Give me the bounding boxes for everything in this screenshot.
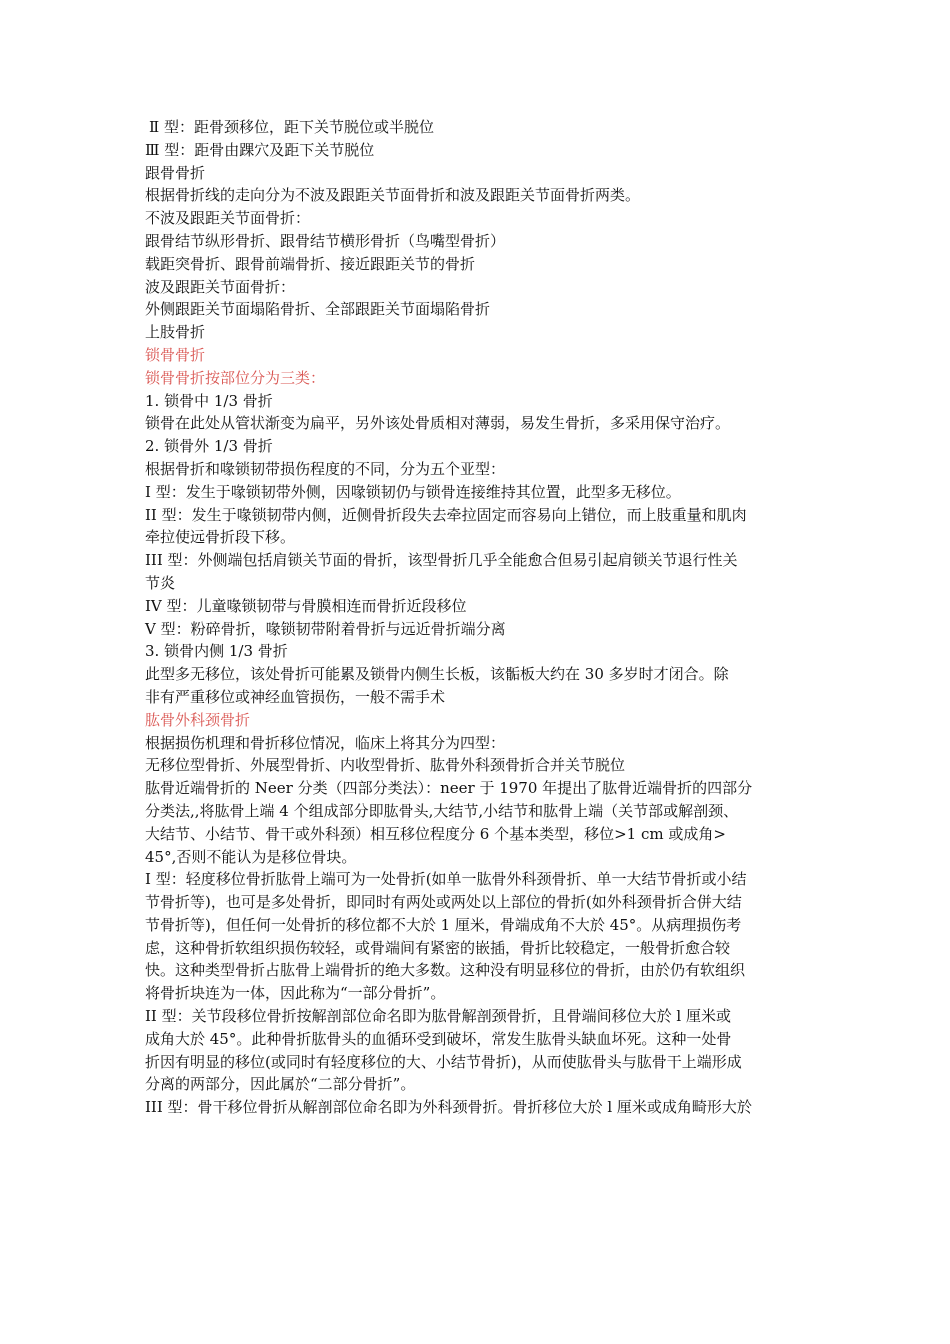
text-line: I 型：发生于喙锁韧带外侧，因喙锁韧仍与锁骨连接维持其位置，此型多无移位。 [145, 482, 681, 501]
text-line: 跟骨结节纵形骨折、跟骨结节横形骨折（鸟嘴型骨折） [145, 231, 506, 250]
text-line: II 型：关节段移位骨折按解剖部位命名即为肱骨解剖颈骨折，且骨端间移位大於 l 厘米或 [145, 1007, 731, 1026]
text-line: 2. 锁骨外 1/3 骨折 [145, 437, 273, 456]
text-line: 节骨折等)，但任何一处骨折的移位都不大於 1 厘米，骨端成角不大於 45°。从病理损伤考 [145, 915, 742, 934]
text-line: 跟骨骨折 [145, 163, 206, 182]
text-line: III 型：骨干移位骨折从解剖部位命名即为外科颈骨折。骨折移位大於 l 厘米或成角畸形大於 [145, 1098, 752, 1117]
text-line: 分离的两部分，因此属於“二部分骨折”。 [145, 1075, 416, 1094]
text-line: 大结节、小结节、骨干或外科颈）相互移位程度分 6 个基本类型，移位>1 cm 或成角> [145, 824, 726, 843]
text-line: 节骨折等)，也可是多处骨折，即同时有两处或两处以上部位的骨折(如外科颈骨折合併大结 [145, 893, 742, 912]
text-line: 虑，这种骨折软组织损伤较轻，或骨端间有紧密的嵌插，骨折比较稳定，一般骨折愈合较 [145, 938, 731, 957]
section-heading: 肱骨外科颈骨折 [145, 710, 251, 729]
text-line: 根据骨折和喙锁韧带损伤程度的不同，分为五个亚型： [145, 459, 506, 478]
text-line: V 型：粉碎骨折，喙锁韧带附着骨折与远近骨折端分离 [145, 619, 506, 638]
text-line: 分类法,,将肱骨上端 4 个组成部分即肱骨头,大结节,小结节和肱骨上端（关节部或解剖颈、 [145, 801, 739, 820]
text-line: 快。这种类型骨折占肱骨上端骨折的绝大多数。这种没有明显移位的骨折，由於仍有软组织 [145, 961, 746, 980]
document-body [145, 116, 815, 1119]
text-line: 牵拉使远骨折段下移。 [145, 528, 296, 547]
section-heading: 锁骨骨折按部位分为三类： [145, 368, 326, 387]
text-line: 上肢骨折 [145, 323, 206, 342]
text-line: 载距突骨折、跟骨前端骨折、接近跟距关节的骨折 [145, 254, 476, 273]
text-line: 3. 锁骨内侧 1/3 骨折 [145, 642, 288, 661]
text-line: 成角大於 45°。此种骨折肱骨头的血循环受到破坏，常发生肱骨头缺血坏死。这种一处骨 [145, 1029, 732, 1048]
text-line: 将骨折块连为一体，因此称为“一部分骨折”。 [145, 984, 446, 1003]
text-line: 外侧跟距关节面塌陷骨折、全部跟距关节面塌陷骨折 [145, 300, 491, 319]
text-line: 波及跟距关节面骨折： [145, 277, 296, 296]
text-line: 不波及跟距关节面骨折： [145, 209, 311, 228]
text-line: IV 型：儿童喙锁韧带与骨膜相连而骨折近段移位 [145, 596, 467, 615]
text-line: 根据骨折线的走向分为不波及跟距关节面骨折和波及跟距关节面骨折两类。 [145, 186, 641, 205]
text-line: 无移位型骨折、外展型骨折、内收型骨折、肱骨外科颈骨折合并关节脱位 [145, 756, 626, 775]
text-line: 节炎 [145, 573, 176, 592]
text-line: Ⅱ 型：距骨颈移位，距下关节脱位或半脱位 [149, 118, 434, 136]
text-line: I 型：轻度移位骨折肱骨上端可为一处骨折(如单一肱骨外科颈骨折、单一大结节骨折或小结 [145, 870, 747, 889]
text-line: 折因有明显的移位(或同时有轻度移位的大、小结节骨折)，从而使肱骨头与肱骨干上端形成 [145, 1052, 742, 1071]
section-heading: 锁骨骨折 [145, 345, 206, 364]
text-line: 根据损伤机理和骨折移位情况，临床上将其分为四型： [145, 733, 506, 752]
text-line: II 型：发生于喙锁韧带内侧，近侧骨折段失去牵拉固定而容易向上错位，而上肢重量和肌肉 [145, 505, 747, 524]
text-line: 锁骨在此处从管状渐变为扁平，另外该处骨质相对薄弱，易发生骨折，多采用保守治疗。 [145, 414, 731, 433]
text-line: 肱骨近端骨折的 Neer 分类（四部分类法）：neer 于 1970 年提出了肱骨近端骨折的四部分 [145, 779, 753, 798]
text-line: III 型：外侧端包括肩锁关节面的骨折，该型骨折几乎全能愈合但易引起肩锁关节退行性关 [145, 551, 738, 570]
text-line: 非有严重移位或神经血管损伤，一般不需手术 [145, 687, 446, 706]
text-line: Ⅲ 型：距骨由踝穴及距下关节脱位 [145, 140, 375, 159]
text-line: 此型多无移位，该处骨折可能累及锁骨内侧生长板，该骺板大约在 30 多岁时才闭合。除 [145, 665, 729, 684]
text-line: 1. 锁骨中 1/3 骨折 [145, 391, 273, 410]
text-line: 45°,否则不能认为是移位骨块。 [145, 847, 357, 866]
